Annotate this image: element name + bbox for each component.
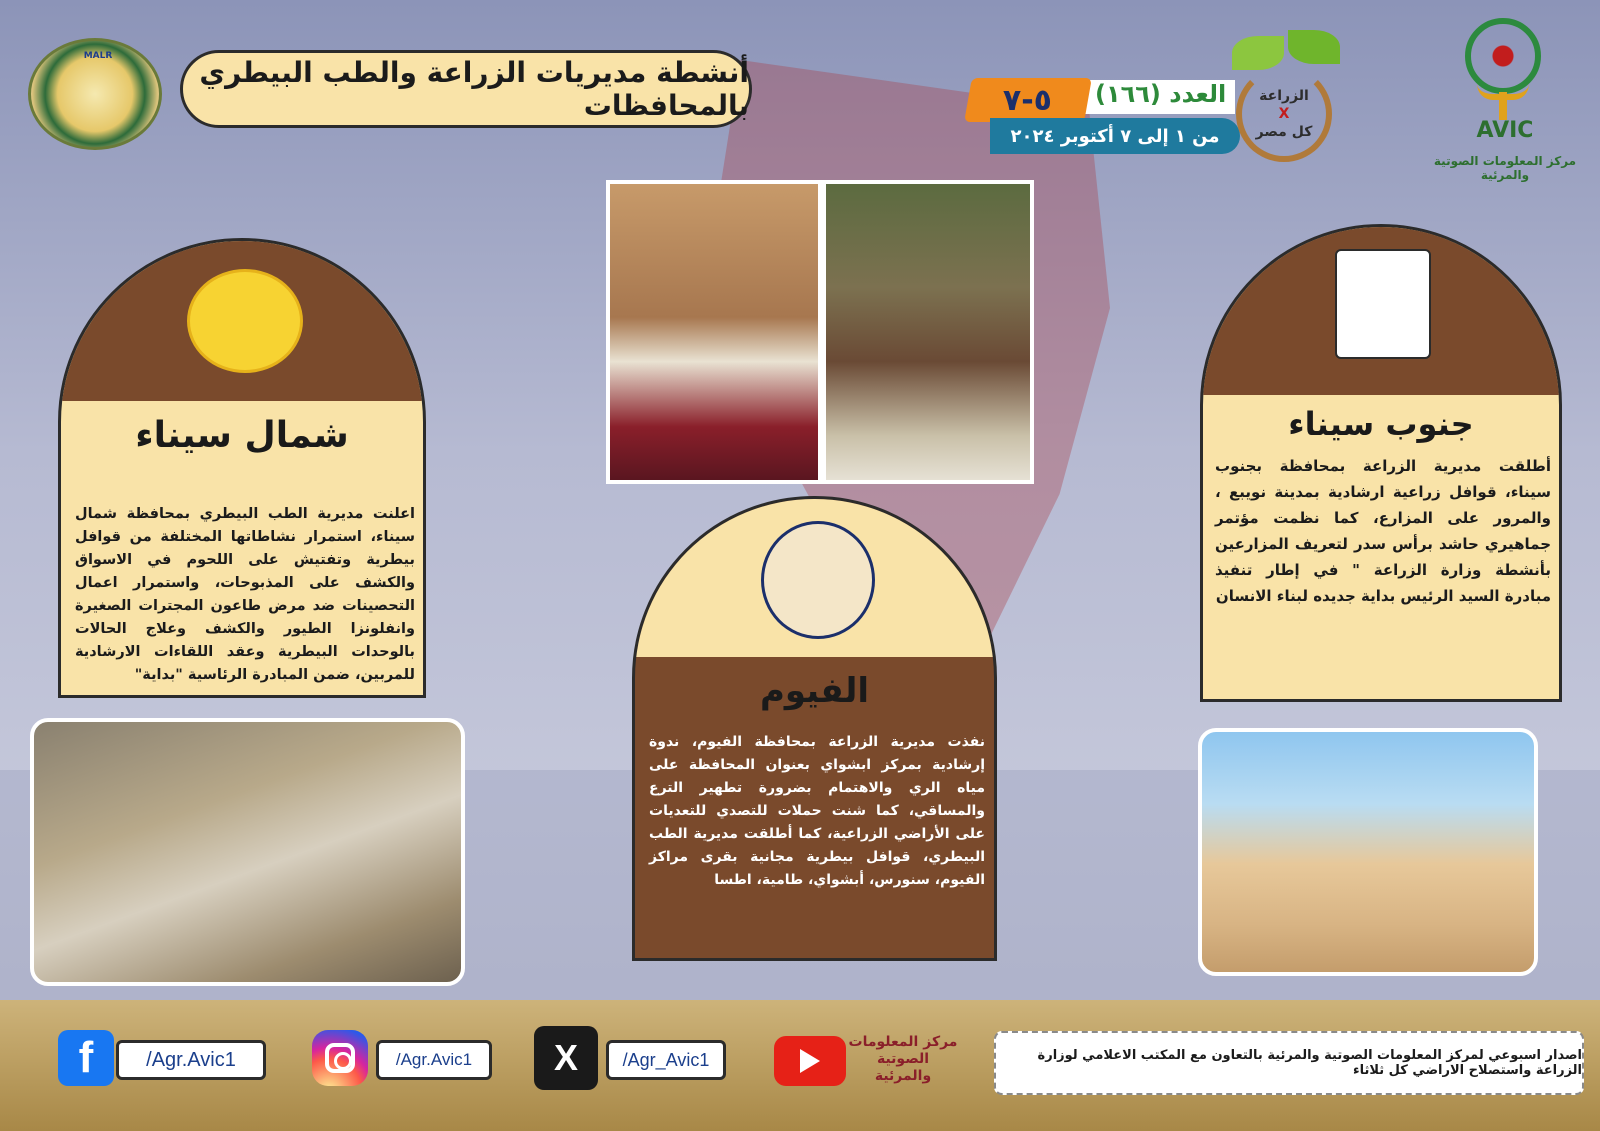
north-sinai-emblem-icon bbox=[187, 269, 303, 373]
ministry-logo bbox=[28, 38, 162, 150]
south-sinai-title: جنوب سيناء bbox=[1288, 405, 1474, 443]
x-handle[interactable]: /Agr_Avic1 bbox=[606, 1040, 726, 1080]
field-visit-photo bbox=[1198, 728, 1538, 976]
instagram-icon[interactable] bbox=[312, 1030, 368, 1086]
slogan-line2: كل مصر bbox=[1255, 124, 1313, 140]
x-icon[interactable]: X bbox=[534, 1026, 598, 1090]
footer-note bbox=[994, 1031, 1584, 1095]
date-band bbox=[990, 118, 1240, 154]
leaf-icon bbox=[1288, 30, 1340, 64]
fayoum-emblem-icon bbox=[761, 521, 875, 639]
slogan-line1: الزراعة bbox=[1259, 88, 1309, 104]
issue-days-badge bbox=[964, 78, 1092, 122]
issue-number: العدد (١٦٦) bbox=[1095, 80, 1227, 108]
south-sinai-emblem-icon bbox=[1335, 249, 1431, 359]
instagram-link[interactable] bbox=[296, 1030, 496, 1090]
north-sinai-body: اعلنت مديرية الطب البيطري بمحافظة شمال سيناء، استمرار نشاطاتها المختلفة من قوافل بيطرية وتفتيش على اللحوم في الاسواق والكشف على المذبوحات، واستمرار اعمال التحصينات ضد مرض طاعون المجترات الصغيرة وانفلونزا الطيور والكشف وعلاج الحالات بالوحدات البيطرية وعقد اللقاءات الارشادية للمربين، ضمن المبادرة الرئاسية "بداية" bbox=[75, 506, 415, 683]
youtube-label[interactable]: مركز المعلومات الصوتية والمرئية bbox=[848, 1034, 958, 1084]
south-sinai-body: أطلقت مديرية الزراعة بمحافظة بجنوب سيناء، قوافل زراعية ارشادية بمدينة نويبع ، والمرور على المزارع، كما نظمت مؤتمر جماهيري حاشد برأس سدر لتعريف المزارعين بأنشطة وزارة الزراعة " في إطار تنفيذ مبادرة السيد الرئيس بداية جديده لبناء الانسان bbox=[1215, 457, 1551, 605]
leaf-icon bbox=[1232, 36, 1284, 70]
fayoum-body: نفذت مديرية الزراعة بمحافظة الفيوم، ندوة إرشادية بمركز ابشواي بعنوان المحافظة على مياه الري والاهتمام بضرورة تطهير الترع والمساقي، كما شنت حملات للتصدي للتعديات على الأراضي الزراعية، كما أطلقت مديرية الطب البيطري، قوافل بيطرية مجانية بقرى مراكز الفيوم، سنورس، أبشواي، طامية، اطسا bbox=[649, 734, 985, 888]
north-sinai-panel bbox=[58, 238, 426, 698]
fayoum-panel bbox=[632, 496, 997, 961]
ministry-logo-label: MALR bbox=[83, 51, 113, 61]
fayoum-title: الفيوم bbox=[759, 671, 869, 711]
south-sinai-panel bbox=[1200, 224, 1562, 702]
youtube-link[interactable] bbox=[764, 1030, 962, 1090]
x-link[interactable] bbox=[530, 1030, 726, 1090]
facebook-link[interactable] bbox=[40, 1030, 266, 1090]
avic-name: AVIC bbox=[1476, 118, 1534, 143]
cattle-photo bbox=[822, 180, 1034, 484]
facebook-handle[interactable]: /Agr.Avic1 bbox=[116, 1040, 266, 1080]
avic-caption: مركز المعلومات الصوتية والمرئية bbox=[1433, 154, 1577, 182]
north-sinai-title: شمال سيناء bbox=[135, 415, 349, 456]
meeting-photo bbox=[606, 180, 822, 484]
agriculture-slogan-logo bbox=[1224, 30, 1344, 168]
slogan-x: X bbox=[1278, 106, 1290, 122]
instagram-handle[interactable]: /Agr.Avic1 bbox=[376, 1040, 492, 1080]
facebook-icon[interactable]: f bbox=[58, 1030, 114, 1086]
page-title: أنشطة مديريات الزراعة والطب البيطري بالمحافظات bbox=[199, 56, 749, 122]
issue-days: ٥-٧ bbox=[1003, 82, 1053, 118]
broadcast-icon bbox=[1465, 18, 1541, 94]
cup-stem-icon bbox=[1499, 92, 1507, 120]
youtube-icon[interactable] bbox=[774, 1036, 846, 1086]
footer-note-text: اصدار اسبوعي لمركز المعلومات الصوتية والمرئية بالتعاون مع المكتب الاعلامي لوزارة الزراعة واستصلاح الاراضي كل ثلاثاء bbox=[1037, 1048, 1582, 1078]
title-banner bbox=[180, 50, 752, 128]
avic-logo bbox=[1425, 12, 1585, 182]
date-range: من ١ إلى ٧ أكتوبر ٢٠٢٤ bbox=[1010, 125, 1220, 147]
veterinary-sheep-photo bbox=[30, 718, 465, 986]
